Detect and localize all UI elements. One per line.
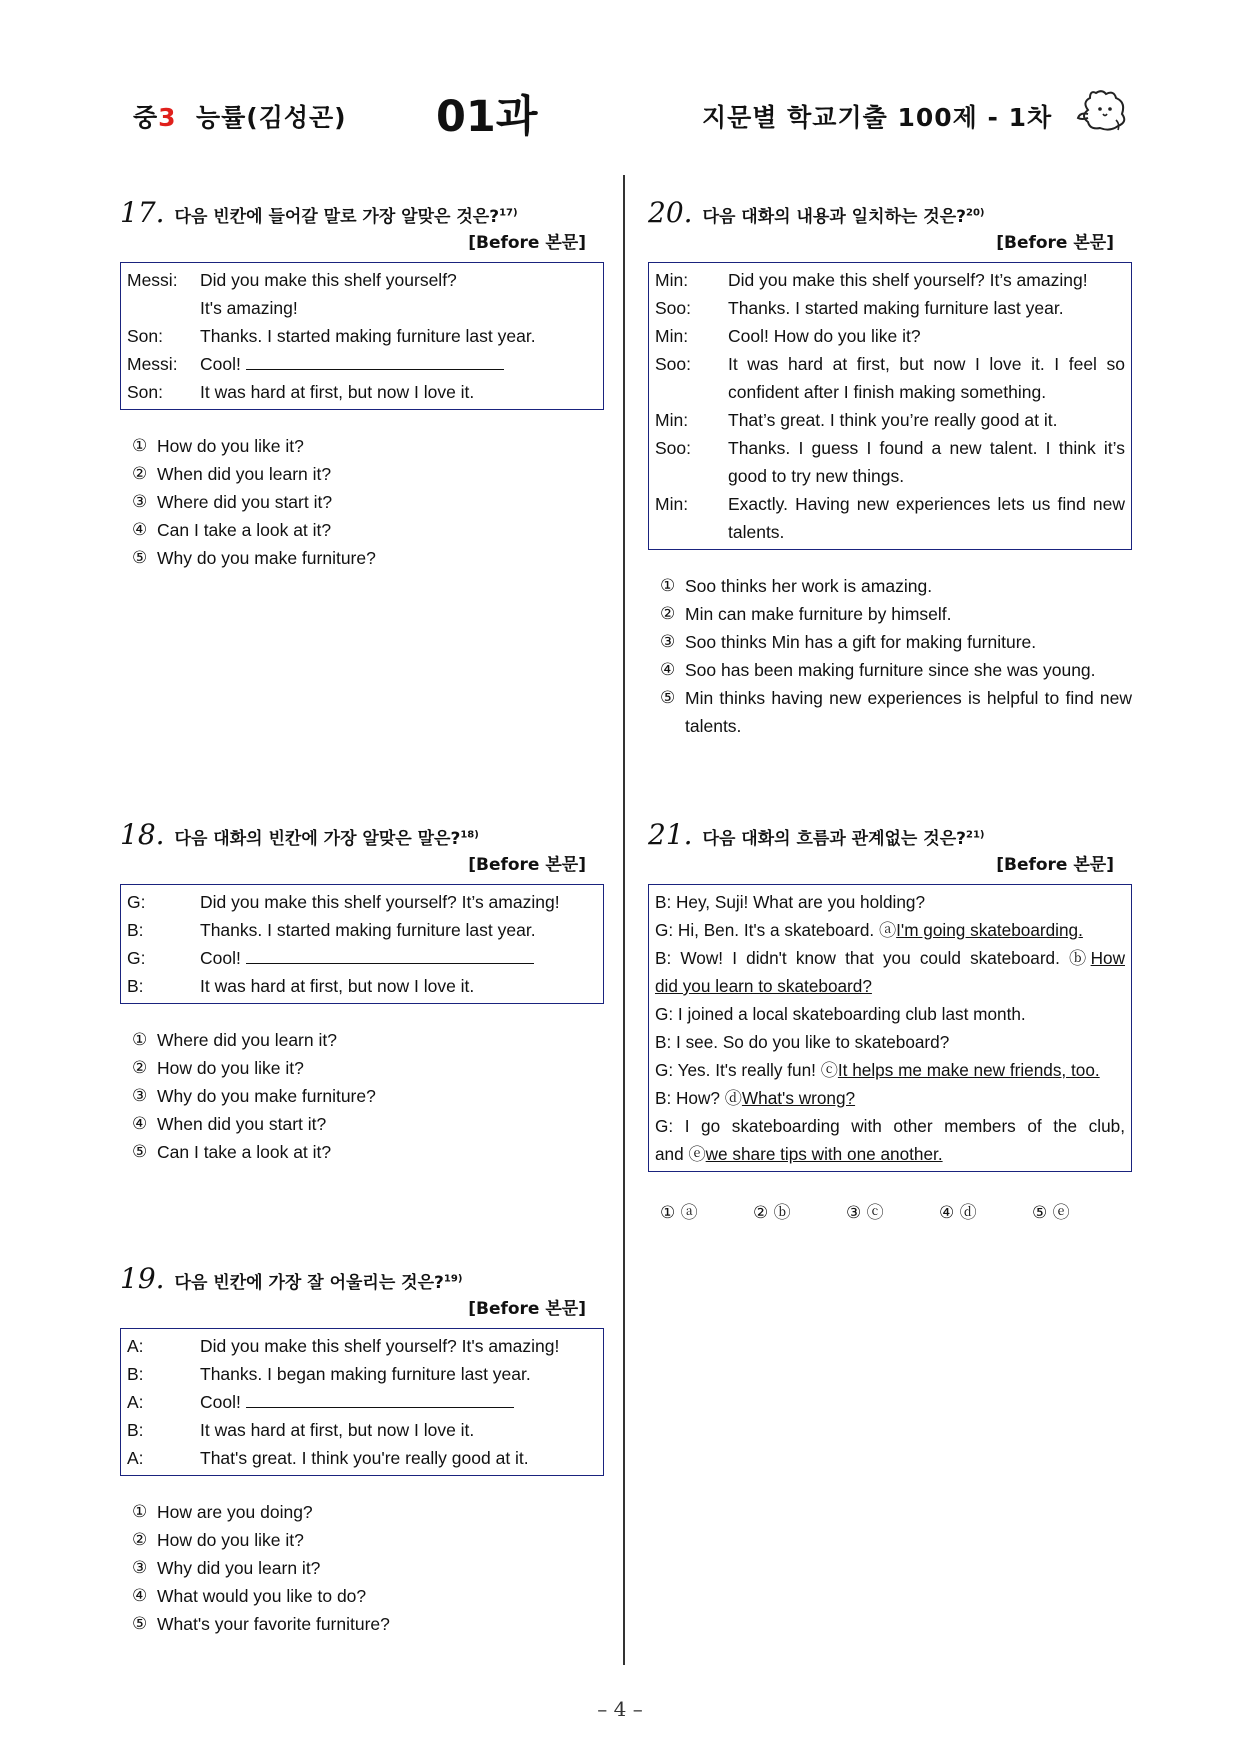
option-4[interactable]: ④ Soo has been making furniture since she was young.: [660, 660, 1096, 680]
options-list: [648, 572, 1132, 740]
dialog-box: G: Did you make this shelf yourself? It’s amazing! B: Thanks. I started making furniture last year. G: Cool! B: It was hard at first, but now I love it.: [120, 884, 604, 1004]
option-3[interactable]: ③ ⓒ: [846, 1203, 884, 1223]
option-3[interactable]: ③ Why did you learn it?: [132, 1558, 321, 1578]
question-number: 18.: [120, 818, 165, 851]
option-2[interactable]: ② How do you like it?: [132, 1530, 304, 1550]
question-number: 21.: [648, 818, 693, 851]
question-20: [648, 196, 1132, 740]
lesson-title: 01과: [436, 92, 538, 142]
question-header: [120, 196, 604, 230]
question-text: 다음 빈칸에 들어갈 말로 가장 알맞은 것은?$^{17)}$: [174, 207, 518, 227]
question-17: [120, 196, 604, 572]
source-tag: [Before 본문]: [996, 855, 1114, 875]
option-4[interactable]: ④ When did you start it?: [132, 1114, 327, 1134]
dialog-box: Messi: Did you make this shelf yourself? It's amazing! Son: Thanks. I started making furniture last year. Messi: Cool! Son: It was hard at first, but now I love it.: [120, 262, 604, 410]
source-tag: [Before 본문]: [468, 855, 586, 875]
option-2[interactable]: ② Min can make furniture by himself.: [660, 604, 952, 624]
option-1[interactable]: ① How do you like it?: [132, 436, 304, 456]
question-number: 20.: [648, 196, 693, 229]
question-header: [120, 1262, 604, 1296]
answer-blank: [246, 947, 534, 964]
grade-publisher: 중3 능률(김성곤): [133, 103, 347, 132]
question-18: [120, 818, 604, 1166]
option-4[interactable]: ④ ⓓ: [939, 1203, 977, 1223]
option-3[interactable]: ③ Soo thinks Min has a gift for making furniture.: [660, 632, 1037, 652]
question-19: [120, 1262, 604, 1638]
options-list: [120, 1498, 604, 1638]
option-4[interactable]: ④ What would you like to do?: [132, 1586, 367, 1606]
column-divider: [623, 175, 625, 1665]
source-tag: [Before 본문]: [468, 1299, 586, 1319]
question-text: 다음 대화의 내용과 일치하는 것은?$^{20)}$: [702, 207, 985, 227]
question-text: 다음 대화의 흐름과 관계없는 것은?$^{21)}$: [702, 829, 985, 849]
option-5[interactable]: ⑤ ⓔ: [1032, 1203, 1070, 1223]
dialog-box: B: Hey, Suji! What are you holding? G: Hi, Ben. It's a skateboard. ⓐI'm going skateboarding. B: Wow! I didn't know that you could skateboard. ⓑHow did you learn to skateboard? G: I joined a local skateboarding club last month. B: I see. So do you like to skateboard? G: Yes. It's really fun! ⓒIt helps me make new friends, too. B: How? ⓓWhat's wrong? G: I go skateboarding with other members of the club, and ⓔwe share tips with one another.: [648, 884, 1132, 1172]
source-tag: [Before 본문]: [468, 233, 586, 253]
option-5[interactable]: ⑤ Can I take a look at it?: [132, 1142, 332, 1162]
question-number: 17.: [120, 196, 165, 229]
option-1[interactable]: ① ⓐ: [660, 1203, 698, 1223]
question-header: [648, 196, 1132, 230]
option-2[interactable]: ② How do you like it?: [132, 1058, 304, 1078]
answer-blank: [246, 1391, 514, 1408]
option-1[interactable]: ① Soo thinks her work is amazing.: [660, 576, 933, 596]
question-header: [648, 818, 1132, 852]
options-list: [120, 1026, 604, 1166]
option-2[interactable]: ② When did you learn it?: [132, 464, 332, 484]
question-number: 19.: [120, 1262, 165, 1295]
page-subtitle: 지문별 학교기출 100제 - 1차: [702, 103, 1053, 132]
option-5[interactable]: ⑤ What's your favorite furniture?: [132, 1614, 390, 1634]
option-5[interactable]: ⑤ Why do you make furniture?: [132, 548, 376, 568]
option-1[interactable]: ① Where did you learn it?: [132, 1030, 337, 1050]
option-3[interactable]: ③ Why do you make furniture?: [132, 1086, 376, 1106]
option-1[interactable]: ① How are you doing?: [132, 1502, 313, 1522]
dialog-box: A: Did you make this shelf yourself? It's amazing! B: Thanks. I began making furniture last year. A: Cool! B: It was hard at first, but now I love it. A: That's great. I think you're really good at it.: [120, 1328, 604, 1476]
source-tag: [Before 본문]: [996, 233, 1114, 253]
question-header: [120, 818, 604, 852]
option-2[interactable]: ② ⓑ: [753, 1203, 791, 1223]
question-text: 다음 빈칸에 가장 잘 어울리는 것은?$^{19)}$: [174, 1273, 463, 1293]
answer-blank: [246, 353, 504, 370]
options-row: [648, 1198, 1132, 1223]
question-21: [648, 818, 1132, 1223]
mascot-icon: [1076, 86, 1132, 136]
option-4[interactable]: ④ Can I take a look at it?: [132, 520, 332, 540]
question-text: 다음 대화의 빈칸에 가장 알맞은 말은?$^{18)}$: [174, 829, 479, 849]
option-5[interactable]: ⑤ Min thinks having new experiences is helpful to find new talents.: [660, 688, 1132, 736]
dialog-box: Min: Did you make this shelf yourself? It’s amazing! Soo: Thanks. I started making furniture last year. Min: Cool! How do you like it? Soo: It was hard at first, but now I love it. I feel so confident after I finish making something. Min: That’s great. I think you’re really good at it. Soo: Thanks. I guess I found a new talent. I think it’s good to try new things. Min: Exactly. Having new experiences lets us find new talents.: [648, 262, 1132, 550]
option-3[interactable]: ③ Where did you start it?: [132, 492, 333, 512]
options-list: [120, 432, 604, 572]
page-number: – 4 –: [597, 1697, 643, 1721]
